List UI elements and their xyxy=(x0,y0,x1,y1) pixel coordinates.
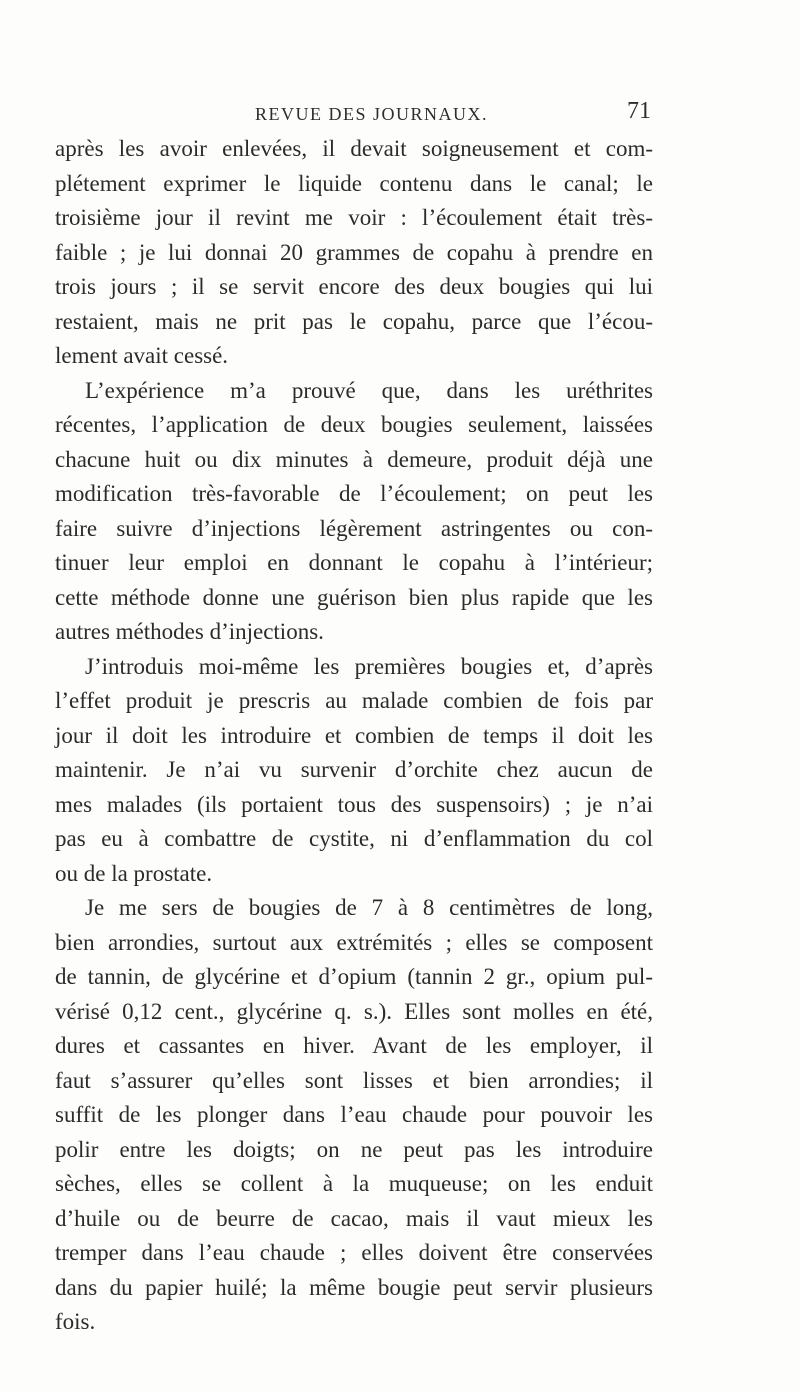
running-title: REVUE DES JOURNAUX. xyxy=(255,104,489,124)
text-line: dures et cassantes en hiver. Avant de les employer, il xyxy=(55,1033,653,1058)
text-line: fois. xyxy=(55,1309,96,1334)
text-line: jour il doit les introduire et combien de temps il doit les xyxy=(55,722,653,748)
text-line: pas eu à combattre de cystite, ni d’enflammation du col xyxy=(55,826,653,851)
page-header xyxy=(255,98,655,128)
body-text xyxy=(55,132,653,1340)
text-line: faire suivre d’injections légèrement astringentes ou con- xyxy=(55,515,653,541)
text-line: trois jours ; il se servit encore des deux bougies qui lui xyxy=(55,274,653,299)
text-line: vérisé 0,12 cent., glycérine q. s.). Elles sont molles en été, xyxy=(55,998,653,1024)
text-line: suffit de les plonger dans l’eau chaude pour pouvoir les xyxy=(55,1102,653,1127)
text-line: de tannin, de glycérine et d’opium (tannin 2 gr., opium pul- xyxy=(55,964,653,989)
text-line: J’introduis moi-même les premières bougies et, d’après xyxy=(85,653,653,679)
text-line: l’effet produit je prescris au malade combien de fois par xyxy=(55,688,653,713)
text-line: modification très-favorable de l’écoulement; on peut les xyxy=(55,481,653,506)
text-line: faible ; je lui donnai 20 grammes de copahu à prendre en xyxy=(55,239,653,265)
text-line: restaient, mais ne prit pas le copahu, parce que l’écou- xyxy=(55,308,653,334)
text-line: chacune huit ou dix minutes à demeure, produit déjà une xyxy=(55,446,653,472)
text-line: récentes, l’application de deux bougies seulement, laissées xyxy=(55,412,653,437)
text-line: après les avoir enlevées, il devait soigneusement et com- xyxy=(55,136,653,161)
text-line: dans du papier huilé; la même bougie peut servir plusieurs xyxy=(55,1274,653,1300)
text-line: mes malades (ils portaient tous des suspensoirs) ; je n’ai xyxy=(55,791,653,817)
page-number: 71 xyxy=(627,98,651,124)
text-line: d’huile ou de beurre de cacao, mais il vaut mieux les xyxy=(55,1205,653,1231)
text-line: plétement exprimer le liquide contenu dans le canal; le xyxy=(55,170,653,196)
text-line: cette méthode donne une guérison bien plus rapide que les xyxy=(55,584,653,610)
text-line: sèches, elles se collent à la muqueuse; on les enduit xyxy=(55,1171,653,1196)
text-line: bien arrondies, surtout aux extrémités ; elles se composent xyxy=(55,929,653,955)
text-line: troisième jour il revint me voir : l’écoulement était très- xyxy=(55,205,653,230)
text-line: faut s’assurer qu’elles sont lisses et bien arrondies; il xyxy=(55,1067,653,1093)
text-line: maintenir. Je n’ai vu survenir d’orchite chez aucun de xyxy=(55,757,653,782)
text-line: Je me sers de bougies de 7 à 8 centimètres de long, xyxy=(85,895,653,920)
text-line: tremper dans l’eau chaude ; elles doivent être conservées xyxy=(55,1240,653,1265)
text-line: ou de la prostate. xyxy=(55,860,213,886)
text-line: polir entre les doigts; on ne peut pas les introduire xyxy=(55,1136,653,1162)
text-line: lement avait cessé. xyxy=(55,343,229,368)
text-line: tinuer leur emploi en donnant le copahu à l’intérieur; xyxy=(55,550,653,575)
text-line: autres méthodes d’injections. xyxy=(55,619,324,644)
text-line: L’expérience m’a prouvé que, dans les uréthrites xyxy=(85,377,653,403)
